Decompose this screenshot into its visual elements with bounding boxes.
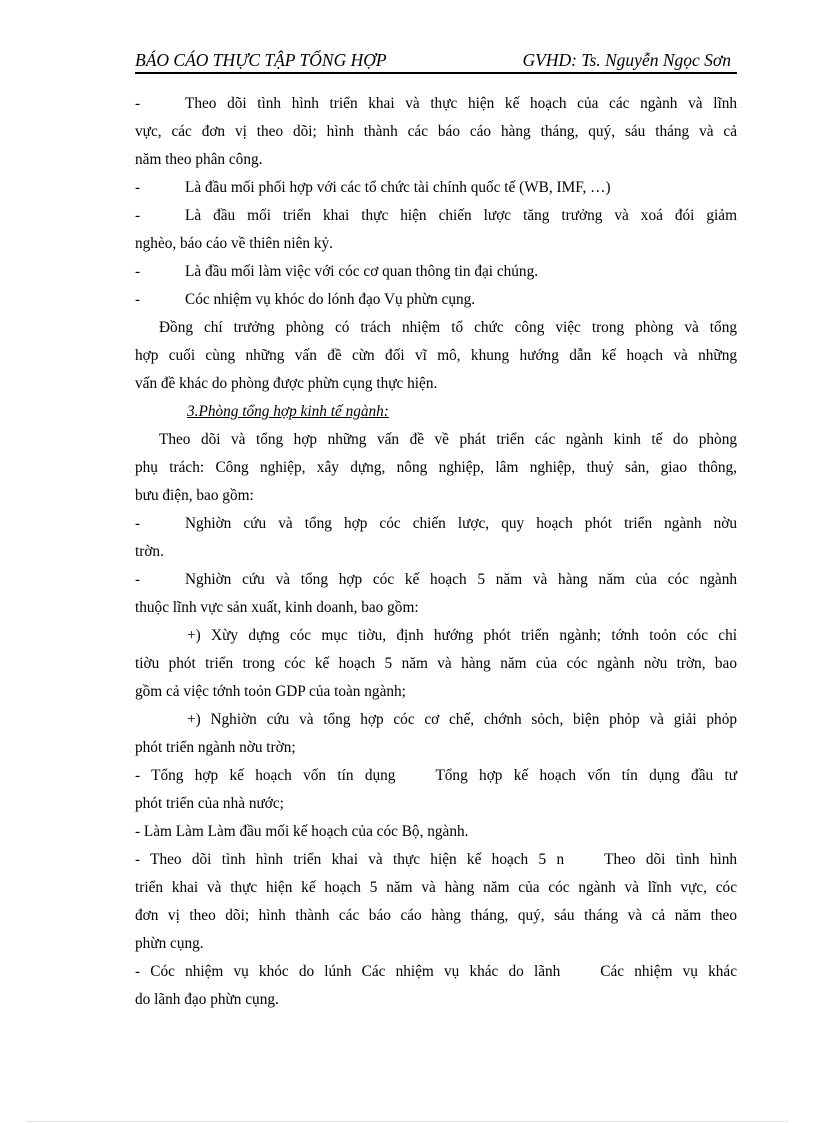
- paragraph-line: phót triển của nhà nước;: [135, 795, 284, 812]
- bullet-dash: -: [135, 291, 141, 308]
- paragraph-line: đơn vị theo dõi; hình thành các báo cáo hàng tháng, quý, sáu tháng và cả năm theo: [135, 907, 737, 924]
- text-fragment: Theo dõi tình hình: [604, 851, 737, 868]
- paragraph-line: phụ trách: Công nghiệp, xây dựng, nông nghiệp, lâm nghiệp, thuỷ sản, giao thông,: [135, 459, 737, 476]
- paragraph-line: Cóc nhiệm vụ khóc do lónh đạo Vụ phừn cụng.: [185, 291, 476, 308]
- paragraph-line: thuộc lĩnh vực sản xuất, kinh doanh, bao gồm:: [135, 599, 419, 616]
- bullet-dash: -: [135, 207, 141, 224]
- paragraph-line: bưu điện, bao gồm:: [135, 487, 254, 504]
- paragraph-line: gồm cả việc tớnh toỏn GDP của toàn ngành;: [135, 683, 406, 700]
- paragraph-line: [135, 762, 737, 790]
- text-fragment: - Tổng hợp kế hoạch vốn tín dụng: [135, 767, 396, 784]
- paragraph-line: Là đầu mối làm việc với cóc cơ quan thông tin đại chúng.: [185, 263, 539, 280]
- text-fragment: Các nhiệm vụ khác: [600, 963, 737, 980]
- section-heading-text: 3.Phòng tổng hợp kinh tế ngành:: [187, 403, 389, 420]
- paragraph-line: phót triển ngành nờu trờn;: [135, 739, 296, 756]
- paragraph-line: hợp cuối cùng những vấn đề cừn đối vĩ mô, khung hướng dẫn kế hoạch và những: [135, 347, 737, 364]
- paragraph-line: Là đầu mối triển khai thực hiện chiến lược tăng trưởng và xoá đói giảm: [185, 207, 737, 224]
- paragraph-line: +) Xừy dựng cóc mục tiờu, định hướng phót triển ngành; tớnh toỏn cóc chỉ: [187, 627, 737, 644]
- list-item: [135, 286, 737, 314]
- bullet-dash: -: [135, 179, 141, 196]
- paragraph-line: Theo dõi tình hình triển khai và thực hiện kế hoạch của các ngành và lĩnh: [185, 95, 737, 112]
- advisor-name: GVHD: Ts. Nguyễn Ngọc Sơn: [522, 50, 731, 70]
- paragraph-line: vấn đề khác do phòng được phừn cụng thực hiện.: [135, 375, 438, 392]
- list-item: [135, 566, 737, 594]
- paragraph-line: +) Nghiờn cứu và tổng hợp cóc cơ chế, chớnh sỏch, biện phỏp và giải phỏp: [187, 711, 737, 728]
- report-title: BÁO CÁO THỰC TẬP TỔNG HỢP: [135, 50, 387, 70]
- paragraph-line: năm theo phân công.: [135, 151, 263, 168]
- paragraph-line: [135, 846, 737, 874]
- paragraph-line: Nghiờn cứu và tổng hợp cóc chiến lược, quy hoạch phót triển ngành nờu: [185, 515, 737, 532]
- list-item: [135, 258, 737, 286]
- bullet-dash: -: [135, 263, 141, 280]
- paragraph-line: vực, các đơn vị theo dõi; hình thành các báo cáo hàng tháng, quý, sáu tháng và cả: [135, 123, 737, 140]
- list-item: [135, 510, 737, 538]
- bullet-dash: -: [135, 571, 141, 588]
- text-fragment: - Cóc nhiệm vụ khóc do lúnh Các nhiệm vụ khác do lãnh: [135, 963, 561, 980]
- paragraph-line: Là đầu mối phối hợp với các tổ chức tài chính quốc tế (WB, IMF, …): [185, 179, 611, 196]
- paragraph-line: Theo dõi và tổng hợp những vấn đề về phát triển các ngành kinh tế do phòng: [159, 431, 737, 448]
- paragraph-line: do lãnh đạo phừn cụng.: [135, 991, 279, 1008]
- bullet-dash: -: [135, 95, 141, 112]
- paragraph-line: Đồng chí trưởng phòng có trách nhiệm tổ chức công việc trong phòng và tổng: [159, 319, 737, 336]
- page-bottom-rule: [28, 1121, 788, 1122]
- paragraph-line: - Làm Làm Làm đầu mối kế hoạch của cóc Bộ, ngành.: [135, 823, 469, 840]
- section-heading: [187, 398, 737, 426]
- bullet-dash: -: [135, 515, 141, 532]
- list-item: [135, 90, 737, 118]
- paragraph-line: triển khai và thực hiện kế hoạch 5 năm và hàng năm của cóc ngành và lĩnh vực, cóc: [135, 879, 737, 896]
- list-item: [135, 202, 737, 230]
- list-item: [135, 174, 737, 202]
- paragraph-line: [135, 958, 737, 986]
- paragraph-line: trờn.: [135, 543, 164, 560]
- paragraph-line: Nghiờn cứu và tổng hợp cóc kế hoạch 5 năm và hàng năm của cóc ngành: [185, 571, 737, 588]
- paragraph-line: nghèo, báo cáo về thiên niên kỷ.: [135, 235, 333, 252]
- text-fragment: Tổng hợp kế hoạch vốn tín dụng đầu tư: [435, 767, 737, 784]
- paragraph-line: phừn cụng.: [135, 935, 204, 952]
- page-header: [135, 50, 737, 74]
- text-fragment: - Theo dõi tình hình triển khai và thực hiện kế hoạch 5 n: [135, 851, 565, 868]
- paragraph-line: tiờu phót triển trong cóc kế hoạch 5 năm và hàng năm của cóc ngành nờu trờn, bao: [135, 655, 737, 672]
